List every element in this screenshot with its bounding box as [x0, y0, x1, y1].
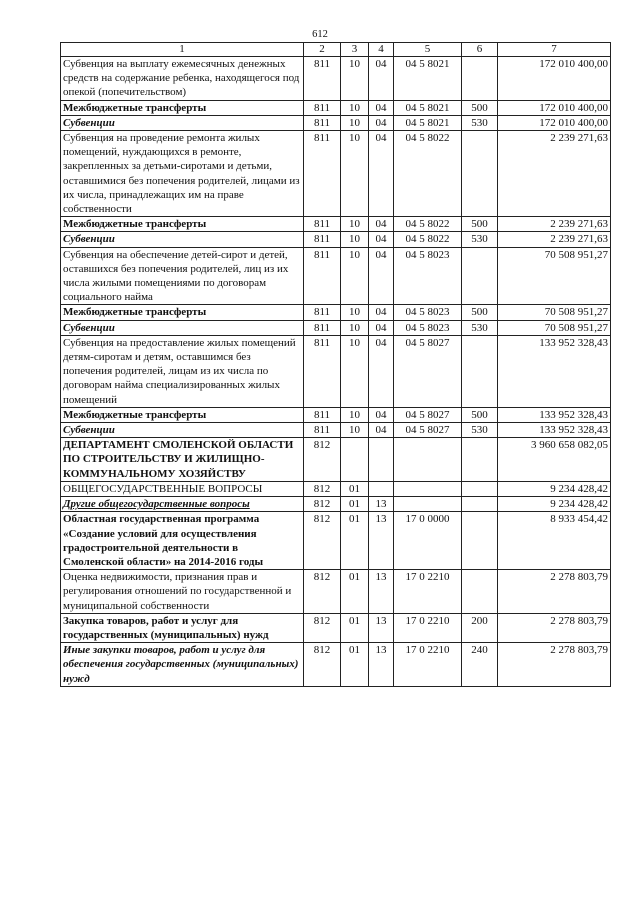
subsection-cell: 04 [369, 247, 394, 305]
section-cell: 01 [341, 570, 369, 614]
table-row [61, 232, 611, 247]
expense-type-cell [462, 512, 498, 570]
target-article-cell: 17 0 2210 [394, 643, 462, 687]
target-article-cell [394, 497, 462, 512]
admin-code-cell: 811 [304, 232, 341, 247]
section-cell: 10 [341, 407, 369, 422]
expense-type-cell: 530 [462, 320, 498, 335]
table-row [61, 438, 611, 482]
expense-type-cell [462, 481, 498, 496]
target-article-cell: 04 5 8022 [394, 131, 462, 217]
expense-type-cell [462, 570, 498, 614]
amount-cell: 2 239 271,63 [498, 217, 611, 232]
expense-type-cell: 500 [462, 305, 498, 320]
section-cell: 10 [341, 320, 369, 335]
admin-code-cell: 812 [304, 438, 341, 482]
row-name-cell: Межбюджетные трансферты [61, 100, 304, 115]
section-cell: 10 [341, 423, 369, 438]
row-name-cell: Межбюджетные трансферты [61, 305, 304, 320]
target-article-cell: 17 0 2210 [394, 613, 462, 642]
row-name-cell: Иные закупки товаров, работ и услуг для обеспечения государственных (муниципальных) нужд [61, 643, 304, 687]
amount-cell: 172 010 400,00 [498, 115, 611, 130]
row-name-cell: Межбюджетные трансферты [61, 217, 304, 232]
amount-cell: 9 234 428,42 [498, 497, 611, 512]
column-header: 5 [394, 43, 462, 57]
table-row [61, 100, 611, 115]
table-row [61, 481, 611, 496]
expense-type-cell: 530 [462, 115, 498, 130]
subsection-cell: 04 [369, 217, 394, 232]
table-row [61, 305, 611, 320]
table-body [61, 57, 611, 687]
row-name-cell: Субвенции [61, 320, 304, 335]
section-cell: 01 [341, 643, 369, 687]
target-article-cell: 04 5 8027 [394, 335, 462, 407]
expense-type-cell [462, 335, 498, 407]
subsection-cell: 04 [369, 305, 394, 320]
expense-type-cell [462, 497, 498, 512]
expense-type-cell: 530 [462, 232, 498, 247]
section-cell: 01 [341, 512, 369, 570]
subsection-cell: 04 [369, 423, 394, 438]
target-article-cell: 04 5 8023 [394, 247, 462, 305]
amount-cell: 2 278 803,79 [498, 643, 611, 687]
target-article-cell [394, 481, 462, 496]
subsection-cell: 13 [369, 497, 394, 512]
row-name-cell: Субвенции [61, 115, 304, 130]
amount-cell: 172 010 400,00 [498, 57, 611, 101]
admin-code-cell: 811 [304, 100, 341, 115]
admin-code-cell: 811 [304, 335, 341, 407]
target-article-cell: 04 5 8027 [394, 407, 462, 422]
expense-type-cell [462, 131, 498, 217]
table-row [61, 320, 611, 335]
admin-code-cell: 812 [304, 497, 341, 512]
admin-code-cell: 811 [304, 217, 341, 232]
admin-code-cell: 811 [304, 57, 341, 101]
expense-type-cell: 240 [462, 643, 498, 687]
target-article-cell: 04 5 8021 [394, 100, 462, 115]
subsection-cell: 04 [369, 320, 394, 335]
table-row [61, 407, 611, 422]
section-cell [341, 438, 369, 482]
header-row [61, 43, 611, 57]
row-name-cell: Оценка недвижимости, признания прав и регулирования отношений по государственной и муниципальной собственности [61, 570, 304, 614]
row-name-cell: Субвенция на предоставление жилых помещений детям-сиротам и детям, оставшимся без попечения родителей, лицам из их числа по договорам найма специализированных жилых помещений [61, 335, 304, 407]
row-name-cell: Субвенции [61, 423, 304, 438]
target-article-cell: 04 5 8021 [394, 57, 462, 101]
expense-type-cell [462, 57, 498, 101]
target-article-cell: 17 0 0000 [394, 512, 462, 570]
expense-type-cell: 500 [462, 407, 498, 422]
column-header: 7 [498, 43, 611, 57]
section-cell: 10 [341, 232, 369, 247]
column-header: 6 [462, 43, 498, 57]
table-row [61, 115, 611, 130]
target-article-cell: 04 5 8023 [394, 305, 462, 320]
row-name-cell: ОБЩЕГОСУДАРСТВЕННЫЕ ВОПРОСЫ [61, 481, 304, 496]
amount-cell: 172 010 400,00 [498, 100, 611, 115]
subsection-cell: 13 [369, 570, 394, 614]
admin-code-cell: 811 [304, 247, 341, 305]
admin-code-cell: 811 [304, 115, 341, 130]
amount-cell: 70 508 951,27 [498, 320, 611, 335]
admin-code-cell: 812 [304, 643, 341, 687]
expense-type-cell [462, 438, 498, 482]
amount-cell: 133 952 328,43 [498, 407, 611, 422]
row-name-cell: Субвенция на проведение ремонта жилых помещений, нуждающихся в ремонте, закрепленных за детьми-сиротами и детьми, оставшимися без попечения родителей, лицами из их числа, принадлежащих им на праве собственности [61, 131, 304, 217]
table-row [61, 131, 611, 217]
column-header: 1 [61, 43, 304, 57]
target-article-cell: 17 0 2210 [394, 570, 462, 614]
admin-code-cell: 811 [304, 320, 341, 335]
amount-cell: 70 508 951,27 [498, 305, 611, 320]
table-row [61, 423, 611, 438]
section-cell: 10 [341, 335, 369, 407]
subsection-cell: 13 [369, 643, 394, 687]
table-row [61, 335, 611, 407]
admin-code-cell: 811 [304, 407, 341, 422]
target-article-cell: 04 5 8021 [394, 115, 462, 130]
row-name-cell: Областная государственная программа «Создание условий для осуществления градостроительной деятельности в Смоленской области» на 2014-2016 годы [61, 512, 304, 570]
budget-table [60, 42, 611, 687]
row-name-cell: Другие общегосударственные вопросы [61, 497, 304, 512]
target-article-cell: 04 5 8022 [394, 232, 462, 247]
row-name-cell: Субвенции [61, 232, 304, 247]
section-cell: 10 [341, 217, 369, 232]
subsection-cell: 13 [369, 512, 394, 570]
amount-cell: 2 278 803,79 [498, 570, 611, 614]
admin-code-cell: 811 [304, 305, 341, 320]
row-name-cell: Межбюджетные трансферты [61, 407, 304, 422]
section-cell: 10 [341, 57, 369, 101]
target-article-cell: 04 5 8023 [394, 320, 462, 335]
section-cell: 01 [341, 613, 369, 642]
page-number: 612 [312, 29, 328, 40]
table-row [61, 247, 611, 305]
column-header: 3 [341, 43, 369, 57]
subsection-cell: 04 [369, 115, 394, 130]
admin-code-cell: 812 [304, 613, 341, 642]
admin-code-cell: 812 [304, 481, 341, 496]
row-name-cell: Закупка товаров, работ и услуг для государственных (муниципальных) нужд [61, 613, 304, 642]
expense-type-cell [462, 247, 498, 305]
target-article-cell: 04 5 8022 [394, 217, 462, 232]
table-row [61, 570, 611, 614]
amount-cell: 2 239 271,63 [498, 131, 611, 217]
admin-code-cell: 811 [304, 423, 341, 438]
section-cell: 10 [341, 115, 369, 130]
subsection-cell: 04 [369, 335, 394, 407]
subsection-cell: 04 [369, 232, 394, 247]
expense-type-cell: 530 [462, 423, 498, 438]
subsection-cell: 04 [369, 407, 394, 422]
subsection-cell: 04 [369, 131, 394, 217]
section-cell: 10 [341, 247, 369, 305]
admin-code-cell: 811 [304, 131, 341, 217]
amount-cell: 70 508 951,27 [498, 247, 611, 305]
amount-cell: 133 952 328,43 [498, 423, 611, 438]
admin-code-cell: 812 [304, 570, 341, 614]
amount-cell: 3 960 658 082,05 [498, 438, 611, 482]
row-name-cell: ДЕПАРТАМЕНТ СМОЛЕНСКОЙ ОБЛАСТИ ПО СТРОИТЕЛЬСТВУ И ЖИЛИЩНО-КОММУНАЛЬНОМУ ХОЗЯЙСТВУ [61, 438, 304, 482]
amount-cell: 133 952 328,43 [498, 335, 611, 407]
subsection-cell: 13 [369, 613, 394, 642]
section-cell: 10 [341, 131, 369, 217]
table-row [61, 497, 611, 512]
section-cell: 10 [341, 305, 369, 320]
table-row [61, 613, 611, 642]
amount-cell: 2 239 271,63 [498, 232, 611, 247]
expense-type-cell: 500 [462, 100, 498, 115]
amount-cell: 2 278 803,79 [498, 613, 611, 642]
subsection-cell: 04 [369, 57, 394, 101]
row-name-cell: Субвенция на обеспечение детей-сирот и детей, оставшихся без попечения родителей, лиц из их числа жилыми помещениями по договорам социального найма [61, 247, 304, 305]
table-row [61, 512, 611, 570]
row-name-cell: Субвенция на выплату ежемесячных денежных средств на содержание ребенка, находящегося под опекой (попечительством) [61, 57, 304, 101]
subsection-cell [369, 481, 394, 496]
expense-type-cell: 200 [462, 613, 498, 642]
table-row [61, 217, 611, 232]
table-row [61, 57, 611, 101]
target-article-cell [394, 438, 462, 482]
column-header: 4 [369, 43, 394, 57]
table-row [61, 643, 611, 687]
section-cell: 01 [341, 497, 369, 512]
section-cell: 01 [341, 481, 369, 496]
amount-cell: 8 933 454,42 [498, 512, 611, 570]
subsection-cell: 04 [369, 100, 394, 115]
column-header: 2 [304, 43, 341, 57]
section-cell: 10 [341, 100, 369, 115]
expense-type-cell: 500 [462, 217, 498, 232]
admin-code-cell: 812 [304, 512, 341, 570]
subsection-cell [369, 438, 394, 482]
amount-cell: 9 234 428,42 [498, 481, 611, 496]
target-article-cell: 04 5 8027 [394, 423, 462, 438]
